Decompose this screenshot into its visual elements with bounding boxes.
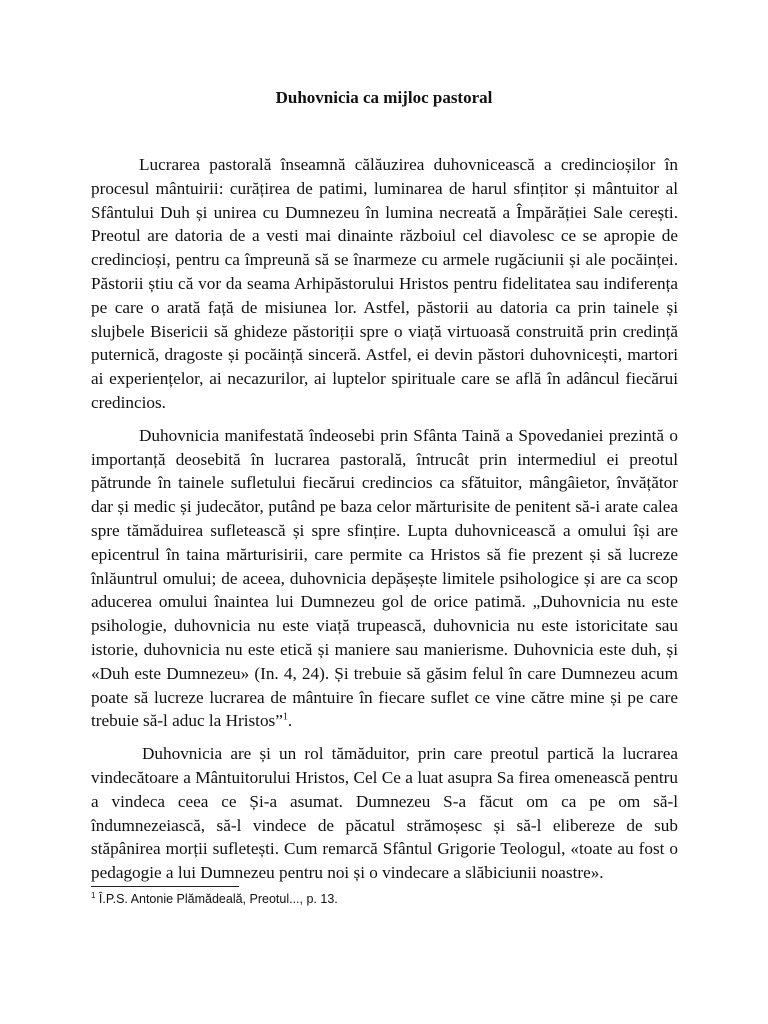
footnote-number: 1: [91, 890, 96, 900]
paragraph-3: Duhovnicia are și un rol tămăduitor, prin care preotul partică la lucrarea vindecătoare a Mântuitorului Hristos, Cel Ce a luat asupra Sa firea omenească pentru a vindeca ceea ce Și-a asumat. Dumnezeu S-a făcut om ca pe om să-l îndumnezeiască, să-l vindece de păcatul strămoșesc și să-l elibereze de sub stăpânirea morții sufletești. Cum remarcă Sfântul Grigorie Teologul, «toate au fost o pedagogie a lui Dumnezeu pentru noi și o vindecare a slăbiciunii noastre».: [91, 744, 678, 883]
paragraph-2-text: Duhovnicia manifestată îndeosebi prin Sfânta Taină a Spovedaniei prezintă o importanță deosebită în lucrarea pastorală, întrucât prin intermediul ei preotul pătrunde în tainele sufletului fiecărui credincios ca sfătuitor, mângâietor, învățător dar și medic și judecător, putând pe baza celor mărturisite de penitent să-i arate calea spre tămăduirea sufletească și spre sfințire. Lupta duhovnicească a omului își are epicentrul în taina mărturisirii, care permite ca Hristos să fie prezent și să lucreze înlăuntrul omului; de aceea, duhovnicia depășește limitele psihologice și are ca scop aducerea omului înaintea lui Dumnezeu gol de orice patimă. „Duhovnicia nu este psihologie, duhovnicia nu este viață trupească, duhovnicia nu este istoricitate sau istorie, duhovnicia nu este etică și maniere sau manierisme. Duhovnicia este duh, și «Duh este Dumnezeu» (In. 4, 24). Și trebuie să găsim felul în care Dumnezeu acum poate să lucreze lucrarea de mântuire în fiecare suflet ce vine către mine și pe care trebuie să-l aduc la Hristos”: [91, 425, 678, 731]
document-title: Duhovnicia ca mijloc pastoral: [275, 88, 493, 107]
footnote-separator: [91, 886, 239, 887]
footnote-reference[interactable]: 1: [282, 711, 288, 723]
footnote-text: Î.P.S. Antonie Plămădeală, Preotul..., p. 13.: [95, 892, 338, 906]
paragraph-1: Lucrarea pastorală înseamnă călăuzirea duhovnicească a credincioșilor în procesul mântuirii: curățirea de patimi, luminarea de harul sfințitor și mântuitor al Sfântului Duh și unirea cu Dumnezeu în lumina necreată a Împărăției Sale cerești. Preotul are datoria de a vesti mai dinainte războiul cel diavolesc ce se apropie de credincioși, pentru ca împreună să se înarmeze cu armele rugăciunii și ale pocăinței. Păstorii știu că vor da seama Arhipăstorului Hristos pentru fidelitatea sau indiferența pe care o arată față de misiunea lor. Astfel, păstorii au datoria ca prin tainele și slujbele Bisericii să ghideze păstoriții spre o viață virtuoasă construită prin credință puternică, dragoste și pocăință sinceră. Astfel, ei devin păstori duhovnicești, martori ai experiențelor, ai necazurilor, ai luptelor spirituale care se află în adâncul fiecărui credincios.: [91, 155, 678, 412]
document-body: [91, 153, 678, 894]
paragraph-2: [91, 424, 678, 733]
footnote: [91, 891, 591, 907]
paragraph-2-end: .: [287, 711, 293, 731]
